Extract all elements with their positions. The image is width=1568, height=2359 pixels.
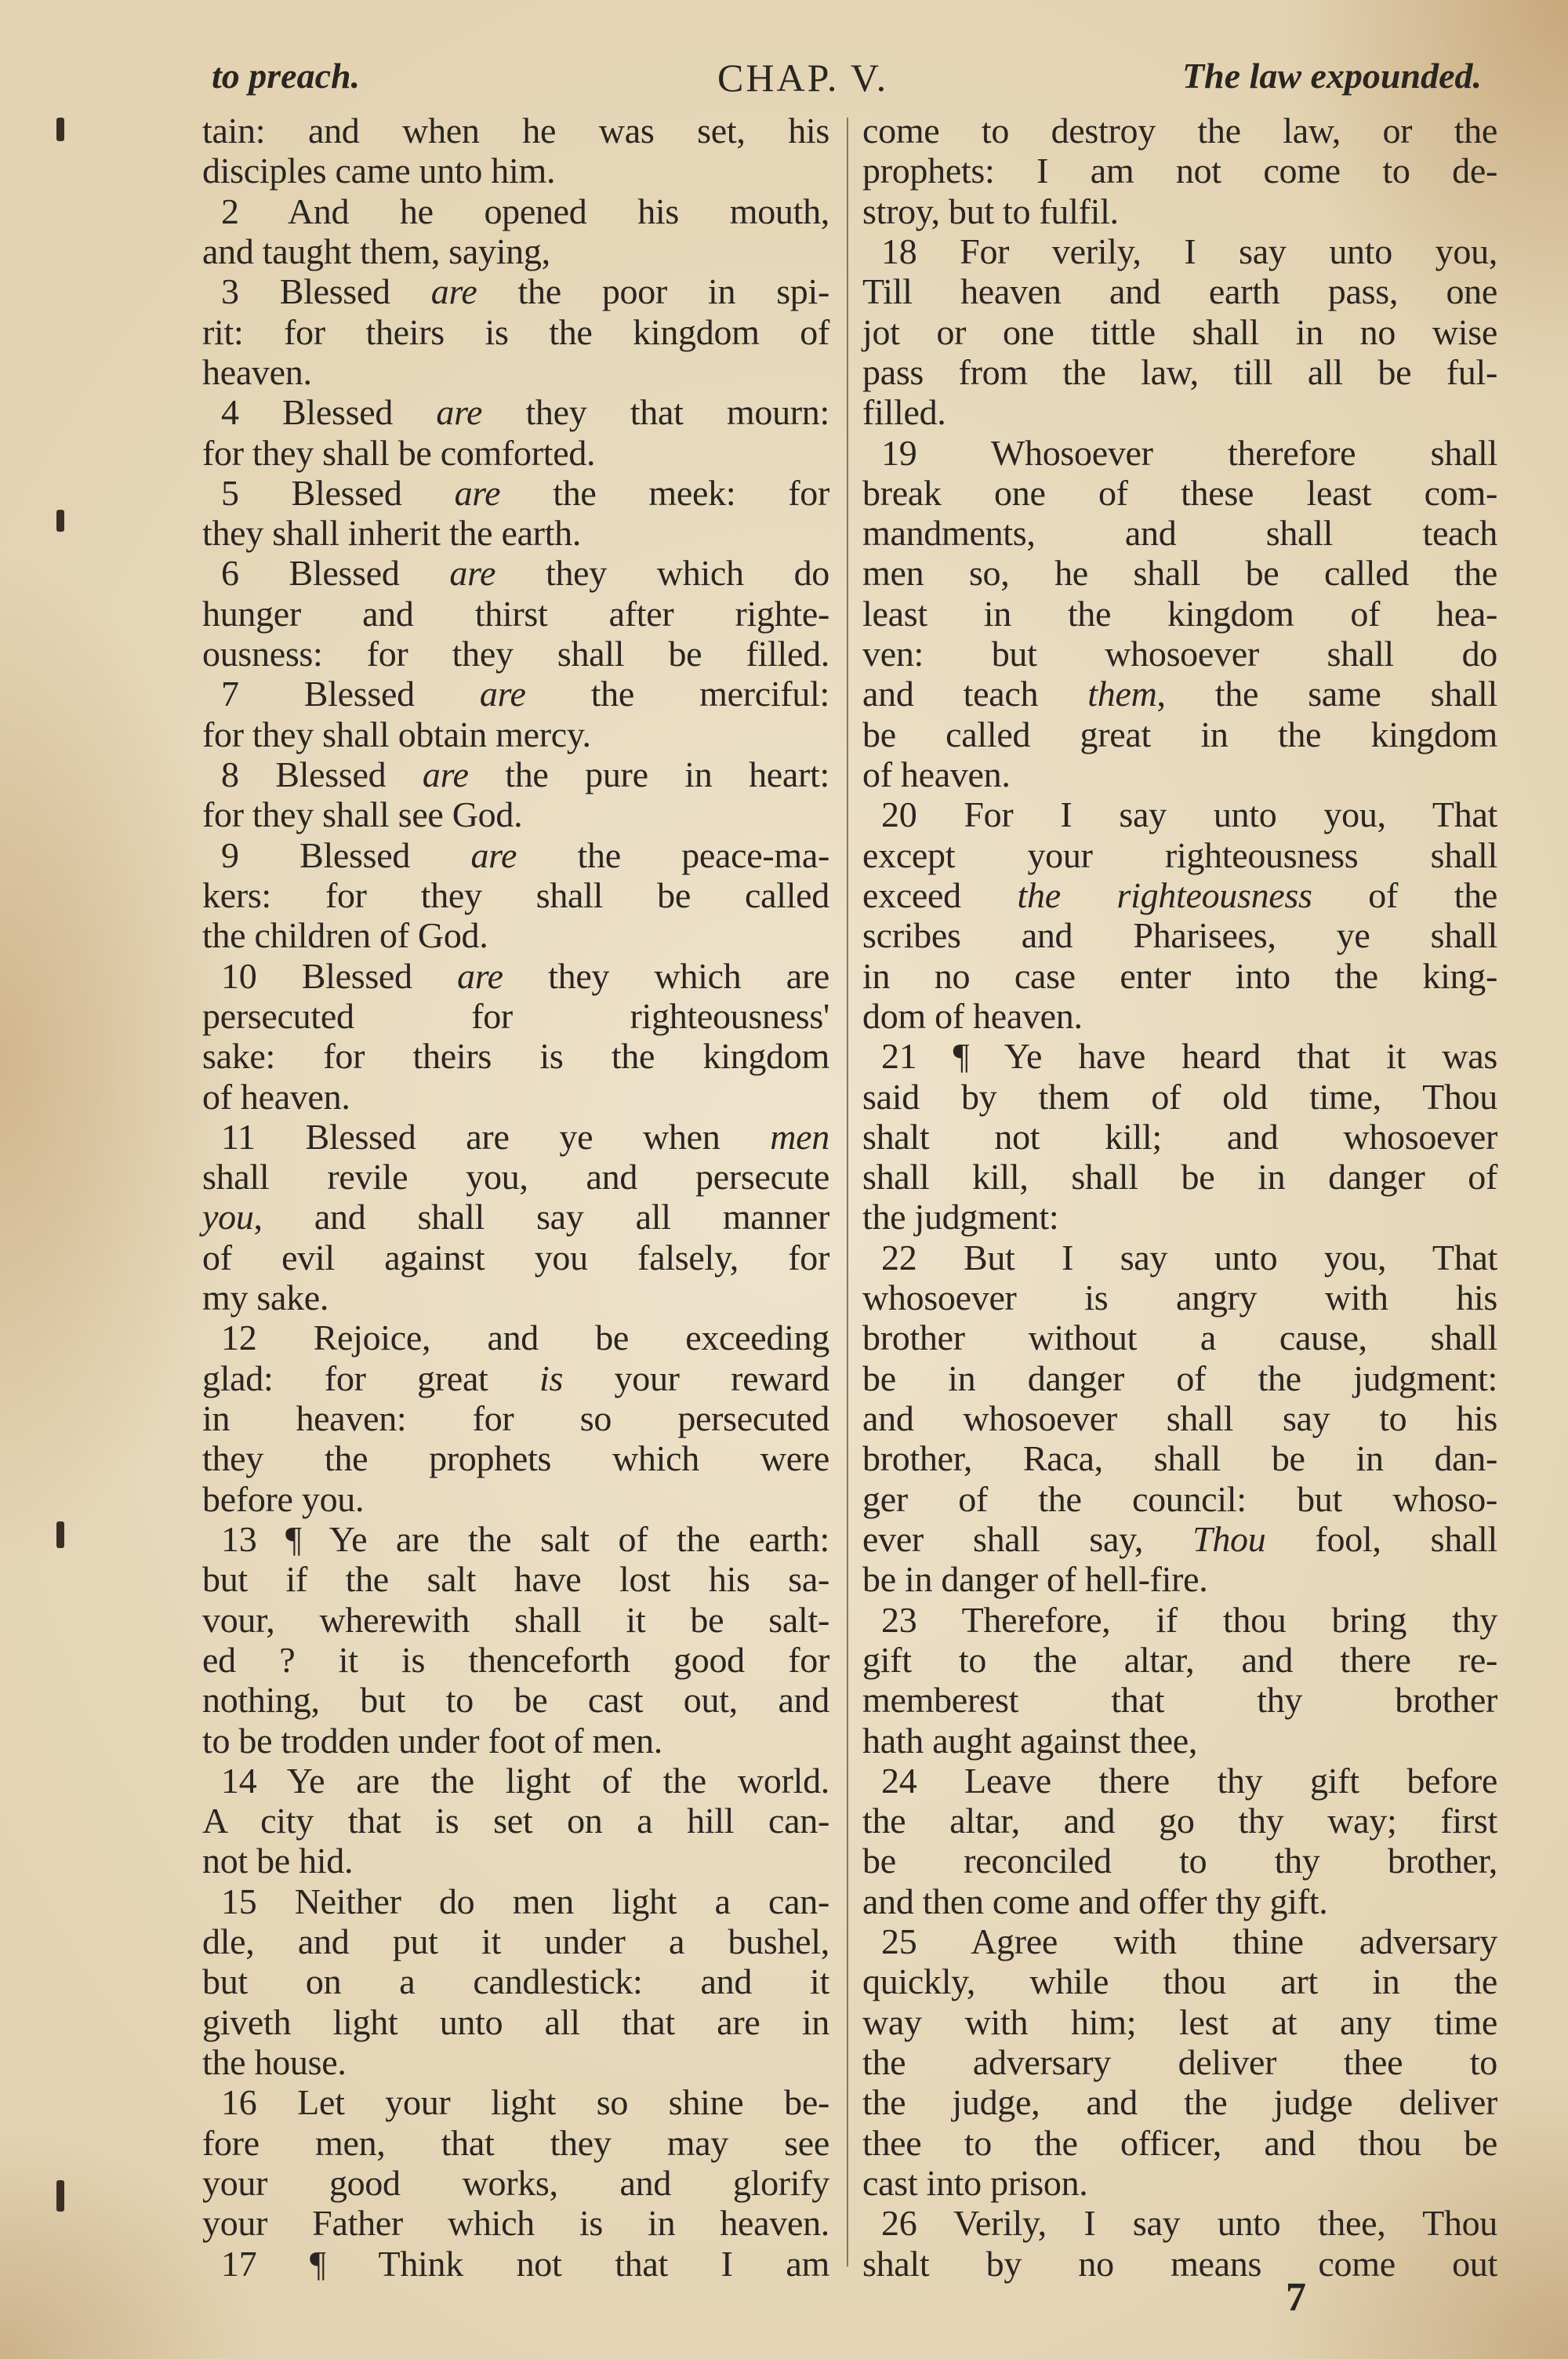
- text-line: break one of these least com-: [862, 472, 1497, 513]
- text-line: except your righteousness shall: [862, 834, 1497, 875]
- text-line: brother without a cause, shall: [862, 1318, 1497, 1358]
- text-line: quickly, while thou art in the: [862, 1961, 1497, 2002]
- text-line: ed ? it is thenceforth good for: [202, 1639, 829, 1680]
- text-line: for they shall obtain mercy.: [202, 714, 591, 754]
- text-line: of heaven.: [862, 754, 1011, 794]
- text-line: jot or one tittle shall in no wise: [862, 311, 1497, 352]
- chapter-heading: CHAP. V.: [717, 56, 889, 100]
- text-line: least in the kingdom of hea-: [862, 593, 1497, 634]
- text-line: 15 Neither do men light a can-: [221, 1881, 829, 1921]
- margin-mark: [56, 510, 64, 532]
- text-line: scribes and Pharisees, ye shall: [862, 915, 1497, 956]
- right-column: [862, 111, 1497, 2284]
- text-line: 8 Blessed are the pure in heart:: [221, 754, 829, 794]
- text-line: nothing, but to be cast out, and: [202, 1680, 829, 1721]
- text-line: vour, wherewith shall it be salt-: [202, 1599, 829, 1640]
- text-line: the children of God.: [202, 915, 488, 956]
- text-line: fore men, that they may see: [202, 2122, 829, 2163]
- text-line: 22 But I say unto you, That: [881, 1237, 1497, 1278]
- text-line: and teach them, the same shall: [862, 674, 1497, 714]
- text-line: for they shall be comforted.: [202, 432, 596, 473]
- text-line: be called great in the kingdom: [862, 714, 1497, 754]
- text-line: disciples came unto him.: [202, 151, 556, 191]
- text-line: you, and shall say all manner: [202, 1197, 829, 1238]
- text-line: 14 Ye are the light of the world.: [221, 1760, 829, 1801]
- margin-mark: [56, 1521, 64, 1548]
- text-line: the judgment:: [862, 1197, 1059, 1238]
- text-line: Till heaven and earth pass, one: [862, 271, 1497, 312]
- text-line: shall kill, shall be in danger of: [862, 1157, 1497, 1198]
- text-line: 17 ¶ Think not that I am: [221, 2243, 829, 2284]
- text-line: 11 Blessed are ye when men: [221, 1116, 829, 1157]
- text-line: 12 Rejoice, and be exceeding: [221, 1318, 829, 1358]
- text-line: they the prophets which were: [202, 1438, 829, 1479]
- text-line: exceed the righteousness of the: [862, 874, 1497, 915]
- text-line: 13 ¶ Ye are the salt of the earth:: [221, 1518, 829, 1559]
- page-number: 7: [1286, 2275, 1306, 2320]
- column-divider: [847, 118, 848, 2266]
- text-line: shall revile you, and persecute: [202, 1157, 829, 1198]
- text-line: come to destroy the law, or the: [862, 111, 1497, 151]
- text-line: 16 Let your light so shine be-: [221, 2082, 829, 2123]
- text-line: hunger and thirst after righte-: [202, 593, 829, 634]
- text-line: the house.: [202, 2042, 347, 2082]
- running-header: [212, 47, 1482, 110]
- text-line: of evil against you falsely, for: [202, 1237, 829, 1278]
- text-line: tain: and when he was set, his: [202, 111, 829, 151]
- text-line: the altar, and go thy way; first: [862, 1801, 1497, 1841]
- text-line: dom of heaven.: [862, 995, 1083, 1036]
- text-line: giveth light unto all that are in: [202, 2001, 829, 2042]
- text-line: 26 Verily, I say unto thee, Thou: [881, 2203, 1497, 2244]
- left-column: [202, 111, 829, 2284]
- text-line: 5 Blessed are the meek: for: [221, 472, 829, 513]
- header-left: to preach.: [212, 56, 361, 96]
- text-line: pass from the law, till all be ful-: [862, 351, 1497, 392]
- text-line: of heaven.: [202, 1076, 350, 1117]
- text-line: 23 Therefore, if thou bring thy: [881, 1599, 1497, 1640]
- text-line: glad: for great is your reward: [202, 1358, 829, 1398]
- text-line: the judge, and the judge deliver: [862, 2082, 1497, 2123]
- text-line: but if the salt have lost his sa-: [202, 1559, 829, 1600]
- text-line: in no case enter into the king-: [862, 955, 1497, 996]
- text-line: 25 Agree with thine adversary: [881, 1921, 1497, 1962]
- text-line: 20 For I say unto you, That: [881, 794, 1497, 835]
- text-line: 2 And he opened his mouth,: [221, 191, 829, 231]
- text-line: in heaven: for so persecuted: [202, 1398, 829, 1438]
- header-right: The law expounded.: [1181, 56, 1482, 96]
- margin-mark: [56, 118, 64, 141]
- text-line: 21 ¶ Ye have heard that it was: [881, 1036, 1497, 1077]
- margin-mark: [56, 2180, 64, 2212]
- text-line: sake: for theirs is the kingdom: [202, 1036, 829, 1077]
- text-line: shalt not kill; and whosoever: [862, 1116, 1497, 1157]
- text-line: and taught them, saying,: [202, 231, 550, 271]
- text-line: ever shall say, Thou fool, shall: [862, 1518, 1497, 1559]
- text-line: cast into prison.: [862, 2162, 1088, 2203]
- text-line: your Father which is in heaven.: [202, 2203, 829, 2244]
- text-line: A city that is set on a hill can-: [202, 1801, 829, 1841]
- text-line: thee to the officer, and thou be: [862, 2122, 1497, 2163]
- text-line: 6 Blessed are they which do: [221, 553, 829, 594]
- text-line: ousness: for they shall be filled.: [202, 634, 829, 674]
- text-line: to be trodden under foot of men.: [202, 1720, 662, 1761]
- text-line: shalt by no means come out: [862, 2243, 1497, 2284]
- text-line: said by them of old time, Thou: [862, 1076, 1497, 1117]
- text-line: mandments, and shall teach: [862, 513, 1497, 554]
- text-line: ven: but whosoever shall do: [862, 634, 1497, 674]
- text-line: 10 Blessed are they which are: [221, 955, 829, 996]
- text-line: 4 Blessed are they that mourn:: [221, 392, 829, 433]
- text-line: 18 For verily, I say unto you,: [881, 231, 1497, 271]
- text-line: memberest that thy brother: [862, 1680, 1497, 1721]
- text-line: for they shall see God.: [202, 794, 523, 835]
- text-line: 9 Blessed are the peace-ma-: [221, 834, 829, 875]
- text-line: my sake.: [202, 1278, 329, 1318]
- text-line: hath aught against thee,: [862, 1720, 1198, 1761]
- text-line: and whosoever shall say to his: [862, 1398, 1497, 1438]
- text-line: your good works, and glorify: [202, 2162, 829, 2203]
- text-line: 3 Blessed are the poor in spi-: [221, 271, 829, 312]
- text-line: before you.: [202, 1478, 365, 1519]
- text-line: 7 Blessed are the merciful:: [221, 674, 829, 714]
- text-line: and then come and offer thy gift.: [862, 1881, 1328, 1921]
- text-line: whosoever is angry with his: [862, 1278, 1497, 1318]
- text-line: prophets: I am not come to de-: [862, 151, 1497, 191]
- text-line: be in danger of hell-fire.: [862, 1559, 1208, 1600]
- text-line: they shall inherit the earth.: [202, 513, 582, 554]
- text-line: stroy, but to fulfil.: [862, 191, 1119, 231]
- text-line: filled.: [862, 392, 946, 433]
- text-line: but on a candlestick: and it: [202, 1961, 829, 2002]
- text-line: way with him; lest at any time: [862, 2001, 1497, 2042]
- text-line: rit: for theirs is the kingdom of: [202, 311, 829, 352]
- text-line: brother, Raca, shall be in dan-: [862, 1438, 1497, 1479]
- text-line: persecuted for righteousness': [202, 995, 829, 1036]
- text-line: not be hid.: [202, 1841, 354, 1881]
- text-line: kers: for they shall be called: [202, 874, 829, 915]
- text-line: gift to the altar, and there re-: [862, 1639, 1497, 1680]
- text-line: be in danger of the judgment:: [862, 1358, 1497, 1398]
- text-line: 24 Leave there thy gift before: [881, 1760, 1497, 1801]
- text-line: 19 Whosoever therefore shall: [881, 432, 1497, 473]
- text-line: heaven.: [202, 351, 312, 392]
- text-line: the adversary deliver thee to: [862, 2042, 1497, 2082]
- text-line: be reconciled to thy brother,: [862, 1841, 1497, 1881]
- text-line: ger of the council: but whoso-: [862, 1478, 1497, 1519]
- text-line: men so, he shall be called the: [862, 553, 1497, 594]
- text-line: dle, and put it under a bushel,: [202, 1921, 829, 1962]
